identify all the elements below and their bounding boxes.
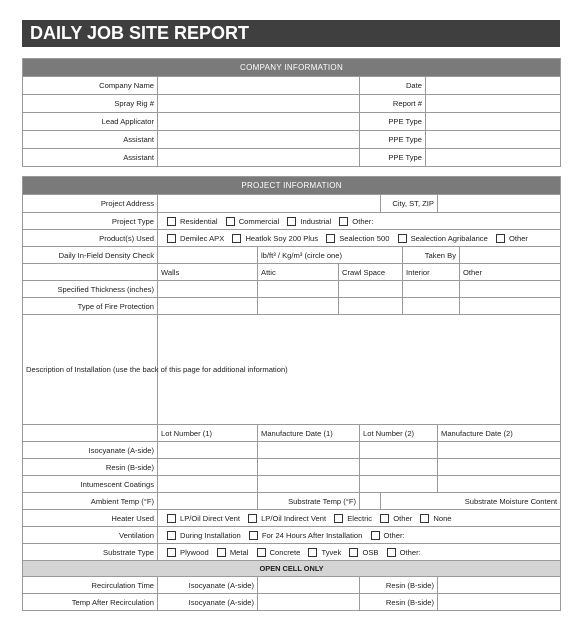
other-vent-label: Other:: [383, 530, 405, 540]
intum-lot-1-field[interactable]: [158, 476, 258, 493]
lp-direct-label: LP/Oil Direct Vent: [180, 513, 240, 523]
company-info-table: [22, 58, 561, 167]
ppe-type-field[interactable]: [426, 113, 561, 131]
assistant-field[interactable]: [158, 131, 360, 149]
other-product-checkbox[interactable]: [496, 234, 505, 243]
heatlok-checkbox[interactable]: [232, 234, 241, 243]
iso-date-1-field[interactable]: [258, 442, 360, 459]
area-crawl-space-header: Crawl Space: [339, 264, 403, 281]
thickness-interior-field[interactable]: [403, 281, 460, 298]
substrate-temp-field[interactable]: [360, 493, 381, 510]
demilec-apx-label: Demilec APX: [180, 233, 225, 243]
density-value-field[interactable]: [158, 247, 258, 264]
ambient-temp-field[interactable]: [158, 493, 258, 510]
other-substrate-label: Other:: [399, 547, 421, 557]
other-product-label: Other: [508, 233, 528, 243]
ventilation-label: Ventilation: [23, 527, 158, 544]
resin-lot-2-field[interactable]: [360, 459, 438, 476]
demilec-apx-checkbox[interactable]: [167, 234, 176, 243]
iso-lot-2-field[interactable]: [360, 442, 438, 459]
other-vent-checkbox[interactable]: [371, 531, 380, 540]
project-type-label: Project Type: [23, 213, 158, 230]
city-state-zip-field[interactable]: [438, 195, 561, 213]
after-24-hours-label: For 24 Hours After Installation: [261, 530, 363, 540]
resin-date-2-field[interactable]: [438, 459, 561, 476]
fire-walls-field[interactable]: [158, 298, 258, 315]
thickness-crawl-field[interactable]: [339, 281, 403, 298]
commercial-option-label: Commercial: [238, 216, 280, 226]
areas-row-blank: [23, 264, 158, 281]
ambient-temp-label: Ambient Temp (°F): [23, 493, 158, 510]
plywood-checkbox[interactable]: [167, 548, 176, 557]
substrate-type-options: [158, 544, 561, 561]
sealection-agribalance-label: Sealection Agribalance: [410, 233, 488, 243]
company-name-field[interactable]: [158, 77, 360, 95]
other-heater-checkbox[interactable]: [380, 514, 389, 523]
report-title: DAILY JOB SITE REPORT: [22, 20, 560, 47]
during-installation-checkbox[interactable]: [167, 531, 176, 540]
during-installation-label: During Installation: [180, 530, 241, 540]
area-walls-header: Walls: [158, 264, 258, 281]
isocyanate-label: Isocyanate (A-side): [23, 442, 158, 459]
report-number-label: Report #: [360, 95, 426, 113]
sealection-500-label: Sealection 500: [339, 233, 390, 243]
iso-date-2-field[interactable]: [438, 442, 561, 459]
project-address-label: Project Address: [23, 195, 158, 213]
recirc-time-resin-field[interactable]: [438, 577, 561, 594]
fire-attic-field[interactable]: [258, 298, 339, 315]
density-check-label: Daily In-Field Density Check: [23, 247, 158, 264]
recirc-temp-resin-field[interactable]: [438, 594, 561, 611]
other-type-checkbox[interactable]: [339, 217, 348, 226]
recirc-temp-iso-field[interactable]: [258, 594, 360, 611]
area-attic-header: Attic: [258, 264, 339, 281]
residential-option-label: Residential: [180, 216, 218, 226]
open-cell-only-header: OPEN CELL ONLY: [23, 561, 561, 577]
other-heater-label: Other: [393, 513, 413, 523]
intumescent-label: Intumescent Coatings: [23, 476, 158, 493]
lp-indirect-label: LP/Oil Indirect Vent: [261, 513, 327, 523]
installation-description-label: Description of Installation (use the back of this page for additional information): [23, 315, 158, 425]
recirc-time-resin-label: Resin (B-side): [360, 577, 438, 594]
electric-label: Electric: [347, 513, 373, 523]
concrete-label: Concrete: [269, 547, 301, 557]
heater-used-label: Heater Used: [23, 510, 158, 527]
report-number-field[interactable]: [426, 95, 561, 113]
resin-date-1-field[interactable]: [258, 459, 360, 476]
other-substrate-checkbox[interactable]: [387, 548, 396, 557]
manufacture-date-1-header: Manufacture Date (1): [258, 425, 360, 442]
assistant-label: Assistant: [23, 131, 158, 149]
lp-direct-checkbox[interactable]: [167, 514, 176, 523]
recirc-time-iso-label: Isocyanate (A-side): [158, 577, 258, 594]
spray-rig-field[interactable]: [158, 95, 360, 113]
taken-by-label: Taken By: [403, 247, 460, 264]
none-heater-checkbox[interactable]: [420, 514, 429, 523]
industrial-checkbox[interactable]: [287, 217, 296, 226]
company-info-header: COMPANY INFORMATION: [23, 59, 561, 77]
resin-lot-1-field[interactable]: [158, 459, 258, 476]
assistant-label: Assistant: [23, 149, 158, 167]
fire-crawl-field[interactable]: [339, 298, 403, 315]
intum-date-1-field[interactable]: [258, 476, 360, 493]
ppe-type-label: PPE Type: [360, 113, 426, 131]
osb-label: OSB: [362, 547, 379, 557]
lot-number-1-header: Lot Number (1): [158, 425, 258, 442]
tyvek-checkbox[interactable]: [308, 548, 317, 557]
iso-lot-1-field[interactable]: [158, 442, 258, 459]
other-type-option-label: Other:: [352, 216, 374, 226]
commercial-checkbox[interactable]: [226, 217, 235, 226]
plywood-label: Plywood: [180, 547, 209, 557]
thickness-other-field[interactable]: [460, 281, 561, 298]
ppe-type-label: PPE Type: [360, 149, 426, 167]
manufacture-date-2-header: Manufacture Date (2): [438, 425, 561, 442]
after-24-hours-checkbox[interactable]: [249, 531, 258, 540]
metal-checkbox[interactable]: [217, 548, 226, 557]
osb-checkbox[interactable]: [349, 548, 358, 557]
date-label: Date: [360, 77, 426, 95]
substrate-type-label: Substrate Type: [23, 544, 158, 561]
temp-after-recirculation-label: Temp After Recirculation: [23, 594, 158, 611]
project-type-options: [158, 213, 561, 230]
heatlok-label: Heatlok Soy 200 Plus: [245, 233, 319, 243]
ppe-type-field[interactable]: [426, 131, 561, 149]
ventilation-options: [158, 527, 561, 544]
lot-row-blank: [23, 425, 158, 442]
specified-thickness-label: Specified Thickness (inches): [23, 281, 158, 298]
sealection-500-checkbox[interactable]: [326, 234, 335, 243]
assistant-field[interactable]: [158, 149, 360, 167]
intum-lot-2-field[interactable]: [360, 476, 438, 493]
thickness-attic-field[interactable]: [258, 281, 339, 298]
area-other-header: Other: [460, 264, 561, 281]
recirc-temp-iso-label: Isocyanate (A-side): [158, 594, 258, 611]
products-used-label: Product(s) Used: [23, 230, 158, 247]
density-units-label: lb/ft³ / Kg/m³ (circle one): [258, 247, 403, 264]
products-options: [158, 230, 561, 247]
lead-applicator-field[interactable]: [158, 113, 360, 131]
company-name-label: Company Name: [23, 77, 158, 95]
electric-checkbox[interactable]: [334, 514, 343, 523]
heater-options: [158, 510, 561, 527]
recirc-temp-resin-label: Resin (B-side): [360, 594, 438, 611]
thickness-walls-field[interactable]: [158, 281, 258, 298]
taken-by-field[interactable]: [460, 247, 561, 264]
recirculation-time-label: Recirculation Time: [23, 577, 158, 594]
lp-indirect-checkbox[interactable]: [248, 514, 257, 523]
fire-interior-field[interactable]: [403, 298, 460, 315]
intum-date-2-field[interactable]: [438, 476, 561, 493]
fire-other-field[interactable]: [460, 298, 561, 315]
project-address-field[interactable]: [158, 195, 381, 213]
none-heater-label: None: [433, 513, 452, 523]
lead-applicator-label: Lead Applicator: [23, 113, 158, 131]
area-interior-header: Interior: [403, 264, 460, 281]
project-info-table: [22, 176, 561, 611]
resin-label: Resin (B-side): [23, 459, 158, 476]
metal-label: Metal: [229, 547, 249, 557]
industrial-option-label: Industrial: [300, 216, 332, 226]
tyvek-label: Tyvek: [321, 547, 342, 557]
ppe-type-field[interactable]: [426, 149, 561, 167]
fire-protection-label: Type of Fire Protection: [23, 298, 158, 315]
date-field[interactable]: [426, 77, 561, 95]
city-state-zip-label: City, ST, ZIP: [381, 195, 438, 213]
concrete-checkbox[interactable]: [257, 548, 266, 557]
sealection-agribalance-checkbox[interactable]: [398, 234, 407, 243]
lot-number-2-header: Lot Number (2): [360, 425, 438, 442]
project-info-header: PROJECT INFORMATION: [23, 177, 561, 195]
spray-rig-label: Spray Rig #: [23, 95, 158, 113]
substrate-moisture-label: Substrate Moisture Content: [381, 493, 561, 510]
substrate-temp-label: Substrate Temp (°F): [258, 493, 360, 510]
ppe-type-label: PPE Type: [360, 131, 426, 149]
recirc-time-iso-field[interactable]: [258, 577, 360, 594]
residential-checkbox[interactable]: [167, 217, 176, 226]
